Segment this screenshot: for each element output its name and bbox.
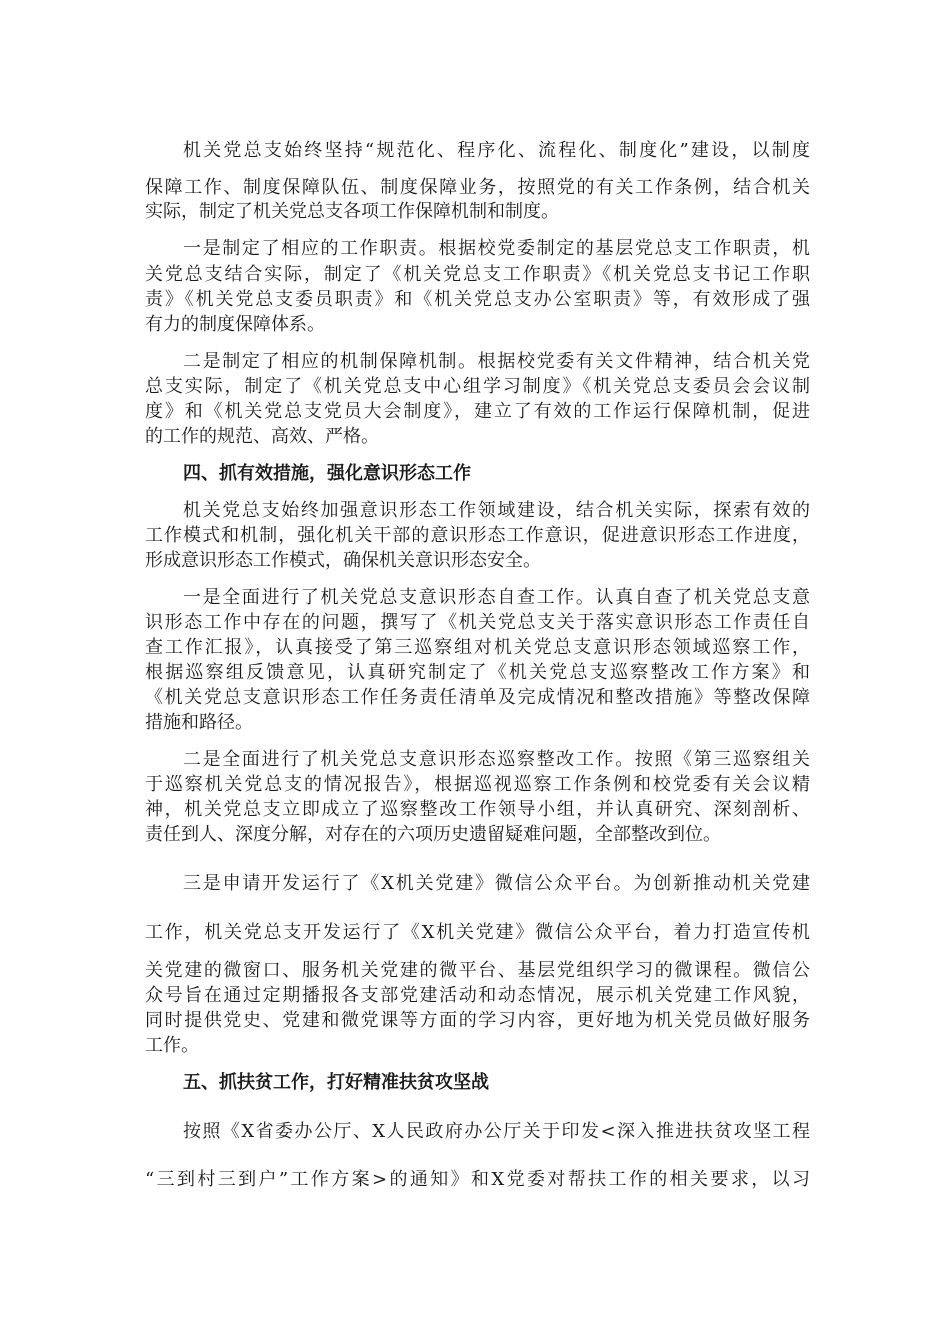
text-line: 众号旨在通过定期播报各支部党建活动和动态情况，展示机关党建工作风貌， <box>145 985 810 1006</box>
text-line: 总支实际，制定了《机关党总支中心组学习制度》《机关党总支委员会会议制 <box>145 376 810 397</box>
text-line: 工作模式和机制，强化机关干部的意识形态工作意识，促进意识形态工作进度， <box>145 525 810 546</box>
text-line: 关党总支结合实际，制定了《机关党总支工作职责》《机关党总支书记工作职 <box>145 264 810 285</box>
text-line: 保障工作、制度保障队伍、制度保障业务，按照党的有关工作条例，结合机关 <box>145 177 810 198</box>
text-line: 机关党总支始终加强意识形态工作领域建设，结合机关实际，探索有效的 <box>183 500 810 521</box>
text-line: 二是制定了相应的机制保障机制。根据校党委有关文件精神，结合机关党 <box>183 351 810 372</box>
text-line: 识形态工作中存在的问题，撰写了《机关党总支关于落实意识形态工作责任自 <box>145 612 810 633</box>
text-line: 神，机关党总支立即成立了巡察整改工作领导小组，并认真研究、深刻剖析、 <box>145 799 810 820</box>
text-line: 工作。 <box>145 1035 199 1056</box>
text-line: 于巡察机关党总支的情况报告》，根据巡视巡察工作条例和校党委有关会议精 <box>145 774 810 795</box>
text-line: 一是制定了相应的工作职责。根据校党委制定的基层党总支工作职责，机 <box>183 238 810 259</box>
section-heading: 四、抓有效措施，强化意识形态工作 <box>183 463 471 484</box>
text-line: 根据巡察组反馈意见，认真研究制定了《机关党总支巡察整改工作方案》和 <box>145 662 810 683</box>
text-line: 有力的制度保障体系。 <box>145 314 325 335</box>
text-line: 机关党总支始终坚持“规范化、程序化、流程化、制度化”建设，以制度 <box>183 140 810 161</box>
section-heading: 五、抓扶贫工作，打好精准扶贫攻坚战 <box>183 1072 489 1093</box>
text-line: 三是申请开发运行了《X机关党建》微信公众平台。为创新推动机关党建 <box>183 873 810 894</box>
text-line: 一是全面进行了机关党总支意识形态自查工作。认真自查了机关党总支意 <box>183 587 810 608</box>
text-line: 责》《机关党总支委员职责》和《机关党总支办公室职责》等，有效形成了强 <box>145 289 810 310</box>
text-line: 二是全面进行了机关党总支意识形态巡察整改工作。按照《第三巡察组关 <box>183 749 810 770</box>
text-line: 措施和路径。 <box>145 712 253 733</box>
text-line: 工作，机关党总支开发运行了《X机关党建》微信公众平台，着力打造宣传机 <box>145 922 810 943</box>
text-line: 形成意识形态工作模式，确保机关意识形态安全。 <box>145 550 541 571</box>
text-line: 责任到人、深度分解，对存在的六项历史遗留疑难问题，全部整改到位。 <box>145 824 721 845</box>
text-line: “三到村三到户”工作方案>的通知》和X党委对帮扶工作的相关要求，以习 <box>145 1169 810 1190</box>
text-line: 《机关党总支意识形态工作任务责任清单及完成情况和整改措施》等整改保障 <box>145 687 810 708</box>
text-line: 度》和《机关党总支党员大会制度》，建立了有效的工作运行保障机制，促进 <box>145 401 810 422</box>
text-line: 的工作的规范、高效、严格。 <box>145 426 379 447</box>
text-line: 按照《X省委办公厅、X人民政府办公厅关于印发<深入推进扶贫攻坚工程 <box>183 1121 810 1142</box>
text-line: 实际，制定了机关党总支各项工作保障机制和制度。 <box>145 201 559 222</box>
text-line: 查工作汇报》，认真接受了第三巡察组对机关党总支意识形态领域巡察工作， <box>145 637 810 658</box>
text-line: 关党建的微窗口、服务机关党建的微平台、基层党组织学习的微课程。微信公 <box>145 960 810 981</box>
text-line: 同时提供党史、党建和微党课等方面的学习内容，更好地为机关党员做好服务 <box>145 1010 810 1031</box>
